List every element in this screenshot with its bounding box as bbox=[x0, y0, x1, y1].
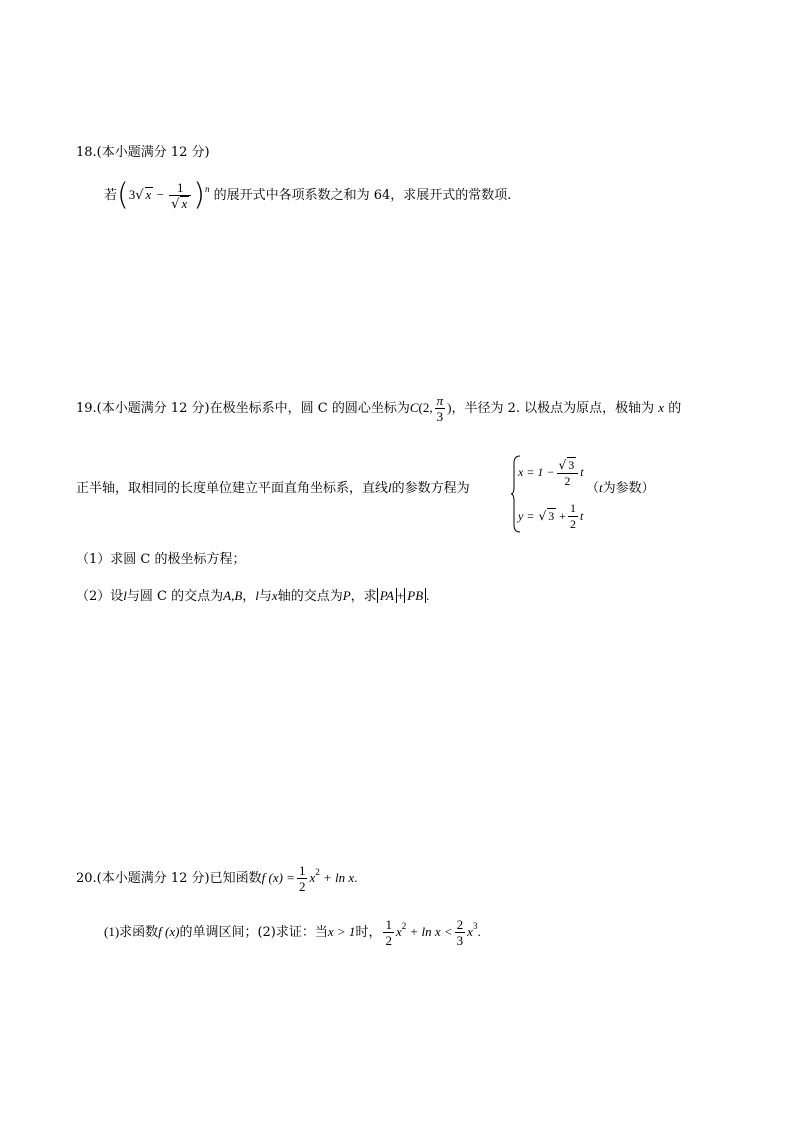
q19-eq1-den: 2 bbox=[564, 473, 571, 488]
q19-part2-p: P bbox=[342, 588, 351, 603]
q20-ineq-fraction2 bbox=[455, 917, 466, 948]
q19-eq2-plus: + bbox=[556, 509, 567, 523]
q19-param-open: （ bbox=[586, 481, 600, 496]
q19-eq1-num bbox=[557, 457, 579, 474]
q20-square: 2 bbox=[315, 867, 320, 877]
q19-line2 bbox=[76, 478, 470, 499]
q19-eq2-lhs: y = bbox=[518, 509, 535, 523]
q19-eq2-den: 2 bbox=[570, 517, 577, 531]
q19-abs-pb: PB bbox=[404, 588, 426, 603]
q20-ineq-num2: 2 bbox=[456, 917, 464, 932]
q19-eq1-lhs: x = 1 − bbox=[518, 465, 555, 479]
q18-frac-den bbox=[169, 196, 191, 212]
q20-sub-cond: x > 1 bbox=[327, 924, 356, 939]
q20-ineq-den: 2 bbox=[385, 933, 392, 948]
q19-three: 3 bbox=[436, 409, 444, 424]
q20-half-num: 1 bbox=[298, 863, 306, 878]
q19-part2-plus: + bbox=[396, 588, 405, 603]
q20-ineq-end: . bbox=[477, 924, 481, 939]
q19-header-mid: ，半径为 2. 以极点为原点，极轴为 bbox=[451, 401, 655, 416]
q19-part2-d: 与 bbox=[258, 589, 272, 604]
q20-sub-f: f (x) bbox=[158, 924, 180, 939]
q20-sub-b: 的单调区间；(2)求证：当 bbox=[179, 925, 328, 940]
q19-param-note bbox=[586, 478, 655, 499]
q19-eq-x bbox=[518, 454, 584, 490]
q20-ineq-x: x bbox=[395, 924, 402, 939]
q19-part2-e: 轴的交点为 bbox=[277, 589, 343, 604]
q19-pi: π bbox=[436, 393, 444, 408]
q19-param-t: t bbox=[599, 480, 603, 495]
q19-part1: （1）求圆 C 的极坐标方程； bbox=[76, 552, 246, 567]
q20-sub-c: 时， bbox=[355, 925, 382, 940]
q19-part2-a: （2）设 bbox=[76, 589, 124, 604]
q20-half-fraction bbox=[297, 863, 308, 894]
q19-part2-b: 与圆 C 的交点为 bbox=[126, 589, 224, 604]
q19-eq2-radical-icon: √ bbox=[538, 509, 547, 523]
q20-x: x bbox=[309, 870, 316, 885]
q19-part2-f: ，求 bbox=[350, 589, 377, 604]
q20-ineq-cube: 3 bbox=[472, 921, 478, 931]
q19-eq1-radical-icon: √ bbox=[558, 457, 567, 472]
q19-param-text: 为参数） bbox=[602, 481, 655, 496]
q18-exponent: n bbox=[204, 184, 210, 194]
q20-header-text: 20.(本小题满分 12 分)已知函数 bbox=[76, 871, 262, 886]
q20-ineq-fraction1 bbox=[383, 917, 394, 948]
q19-var-l: l bbox=[388, 480, 392, 495]
q19-center-close: ) bbox=[447, 400, 452, 415]
q18-den-x: x bbox=[181, 195, 188, 211]
q20-ineq-num: 1 bbox=[385, 917, 392, 932]
q19-center-fraction bbox=[435, 393, 446, 424]
q20-subquestions bbox=[104, 912, 481, 952]
q19-eq2-num: 1 bbox=[570, 501, 577, 515]
q18-text-post: 的展开式中各项系数之和为 64，求展开式的常数项. bbox=[213, 188, 512, 203]
q19-line2-pre: 正半轴，取相同的长度单位建立平面直角坐标系，直线 bbox=[76, 481, 389, 496]
q19-part2-ab: A,B bbox=[223, 588, 243, 603]
q20-half-den: 2 bbox=[298, 879, 306, 894]
q19-header bbox=[76, 388, 681, 428]
q19-eq-y bbox=[518, 498, 583, 534]
q19-part2 bbox=[76, 586, 429, 607]
q18-sqrt-x: x bbox=[145, 187, 152, 202]
q19-part2-x: x bbox=[271, 588, 278, 603]
q20-sub-a: (1)求函数 bbox=[104, 924, 159, 939]
q20-header bbox=[76, 858, 357, 898]
q19-center-c: C bbox=[409, 400, 419, 415]
q19-var-x: x bbox=[658, 400, 665, 415]
q20-f-def: f (x) = bbox=[261, 870, 295, 885]
q20-ineq-mid: + ln x < bbox=[406, 924, 453, 939]
q18-right-paren: ) bbox=[193, 177, 205, 213]
q19-eq2-fraction bbox=[568, 501, 578, 532]
q18-text-pre: 若 bbox=[104, 188, 118, 203]
q18-coef: 3 bbox=[128, 187, 136, 202]
q19-line2-post: 的参数方程为 bbox=[391, 481, 470, 496]
q19-part2-l2: l bbox=[255, 588, 259, 603]
q18-header: 18.(本小题满分 12 分) bbox=[76, 145, 210, 160]
q20-ineq-x3: x bbox=[467, 924, 473, 939]
q19-eq1-root: 3 bbox=[568, 457, 575, 472]
q20-end: . bbox=[354, 870, 358, 885]
q19-header-text: 19.(本小题满分 12 分)在极坐标系中，圆 C 的圆心坐标为 bbox=[76, 401, 410, 416]
q20-ineq-square: 2 bbox=[401, 921, 407, 931]
q19-part2-l: l bbox=[123, 588, 127, 603]
q19-part2-end: . bbox=[426, 588, 430, 603]
q19-eq2-t: t bbox=[580, 509, 584, 523]
q18-frac-num: 1 bbox=[169, 180, 191, 196]
q20-ln: + ln x bbox=[319, 870, 355, 885]
q20-ineq-den2: 3 bbox=[456, 933, 464, 948]
q19-eq2-root: 3 bbox=[548, 509, 555, 523]
q19-eq1-t: t bbox=[580, 465, 584, 479]
q18-radical-icon: √ bbox=[135, 188, 144, 203]
q19-abs-pa: PA bbox=[377, 588, 397, 603]
q18-minus: − bbox=[153, 187, 168, 202]
q19-center-open: (2, bbox=[418, 400, 433, 415]
q18-fraction bbox=[169, 180, 191, 212]
q18-left-paren: ( bbox=[117, 177, 129, 213]
q18-den-radical-icon: √ bbox=[171, 196, 180, 212]
q18-statement bbox=[104, 170, 511, 220]
q19-header-end: 的 bbox=[668, 401, 682, 416]
q19-part2-c: ， bbox=[242, 589, 256, 604]
q19-eq1-fraction bbox=[557, 457, 579, 489]
